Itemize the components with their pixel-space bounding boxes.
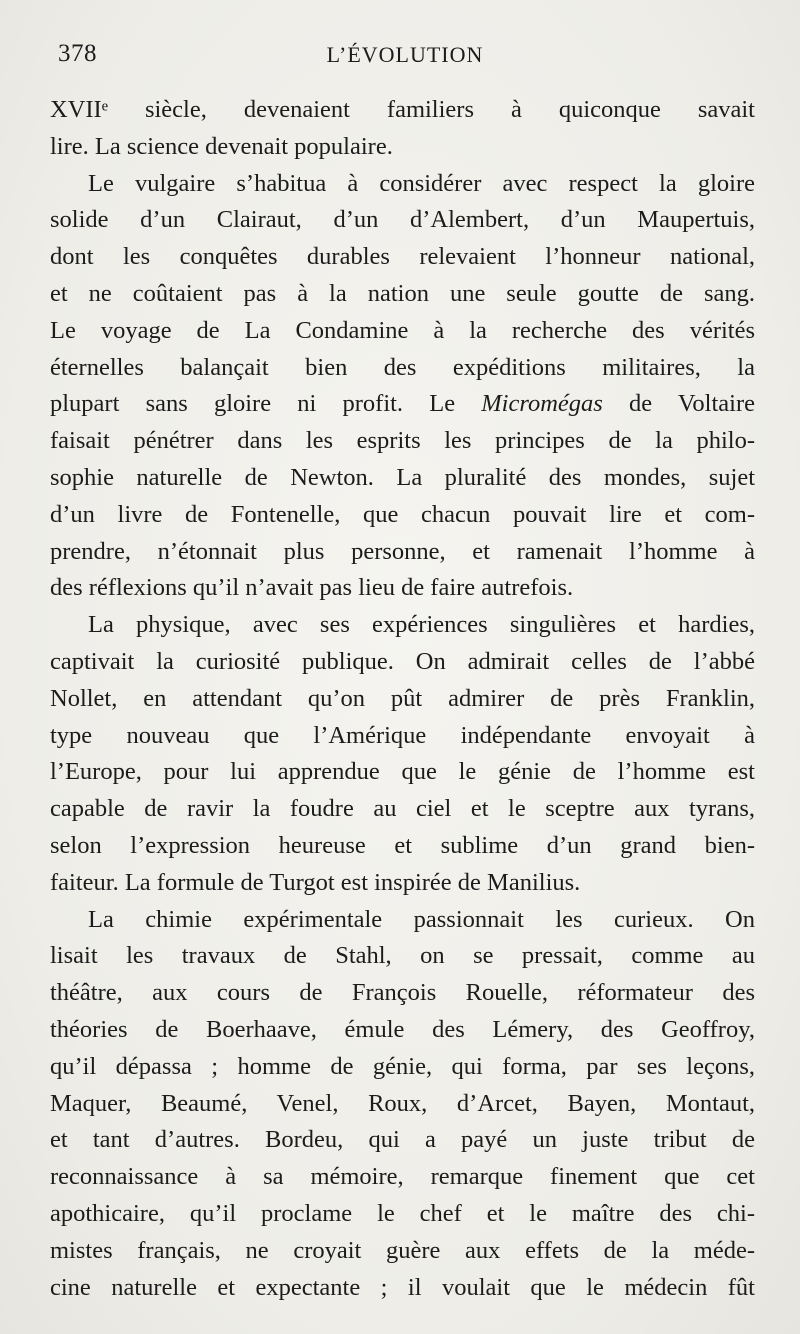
text-line: selon l’expression heureuse et sublime d’un grand bien- xyxy=(50,831,755,859)
text-line: théâtre, aux cours de François Rouelle, réformateur des xyxy=(50,979,755,1007)
text-line: prendre, n’étonnait plus personne, et ramenait l’homme à xyxy=(50,537,755,565)
text-line: XVIIᵉ siècle, devenaient familiers à quiconque savait xyxy=(50,96,755,123)
text-line: type nouveau que l’Amérique indépendante envoyait à xyxy=(50,721,755,749)
text-line: faiteur. La formule de Turgot est inspirée de Manilius. xyxy=(50,868,581,896)
body-text xyxy=(50,92,755,1306)
text-line: éternelles balançait bien des expéditions militaires, la xyxy=(50,353,755,381)
text-line: solide d’un Clairaut, d’un d’Alembert, d’un Maupertuis, xyxy=(50,206,755,234)
text-line: l’Europe, pour lui apprendue que le génie de l’homme est xyxy=(50,758,755,786)
text-line: et ne coûtaient pas à la nation une seule goutte de sang. xyxy=(50,279,755,307)
text-line: reconnaissance à sa mémoire, remarque finement que cet xyxy=(50,1163,755,1191)
text-line: apothicaire, qu’il proclame le chef et le maître des chi- xyxy=(50,1199,755,1227)
text-line: des réflexions qu’il n’avait pas lieu de faire autrefois. xyxy=(50,574,574,602)
text-line: lire. La science devenait populaire. xyxy=(50,132,393,160)
text-line: Maquer, Beaumé, Venel, Roux, d’Arcet, Bayen, Montaut, xyxy=(50,1089,755,1117)
text-line: Le vulgaire s’habitua à considérer avec respect la gloire xyxy=(88,169,755,197)
text-line: capable de ravir la foudre au ciel et le sceptre aux tyrans, xyxy=(50,795,755,823)
text-line: sophie naturelle de Newton. La pluralité des mondes, sujet xyxy=(50,463,755,491)
text-line: qu’il dépassa ; homme de génie, qui forma, par ses leçons, xyxy=(50,1052,755,1080)
text-line: La physique, avec ses expériences singulières et hardies, xyxy=(88,611,755,639)
text-line: La chimie expérimentale passionnait les curieux. On xyxy=(88,905,755,933)
page-header xyxy=(55,40,755,76)
text-line: et tant d’autres. Bordeu, qui a payé un juste tribut de xyxy=(50,1126,755,1154)
text-line: dont les conquêtes durables relevaient l’honneur national, xyxy=(50,243,755,271)
text-line: mistes français, ne croyait guère aux effets de la méde- xyxy=(50,1236,755,1264)
text-line: Le voyage de La Condamine à la recherche des vérités xyxy=(50,316,755,344)
running-title: L’ÉVOLUTION xyxy=(326,42,484,67)
text-line: plupart sans gloire ni profit. Le Micromégas de Voltaire xyxy=(50,390,755,418)
text-line: cine naturelle et expectante ; il voulait que le médecin fût xyxy=(50,1273,755,1301)
text-line: faisait pénétrer dans les esprits les principes de la philo- xyxy=(50,427,755,455)
text-line: lisait les travaux de Stahl, on se pressait, comme au xyxy=(50,942,755,970)
text-line: Nollet, en attendant qu’on pût admirer de près Franklin, xyxy=(50,684,755,712)
text-line: d’un livre de Fontenelle, que chacun pouvait lire et com- xyxy=(50,500,755,528)
text-line: captivait la curiosité publique. On admirait celles de l’abbé xyxy=(50,647,755,675)
page-number: 378 xyxy=(58,40,97,67)
text-line: théories de Boerhaave, émule des Lémery, des Geoffroy, xyxy=(50,1015,755,1043)
